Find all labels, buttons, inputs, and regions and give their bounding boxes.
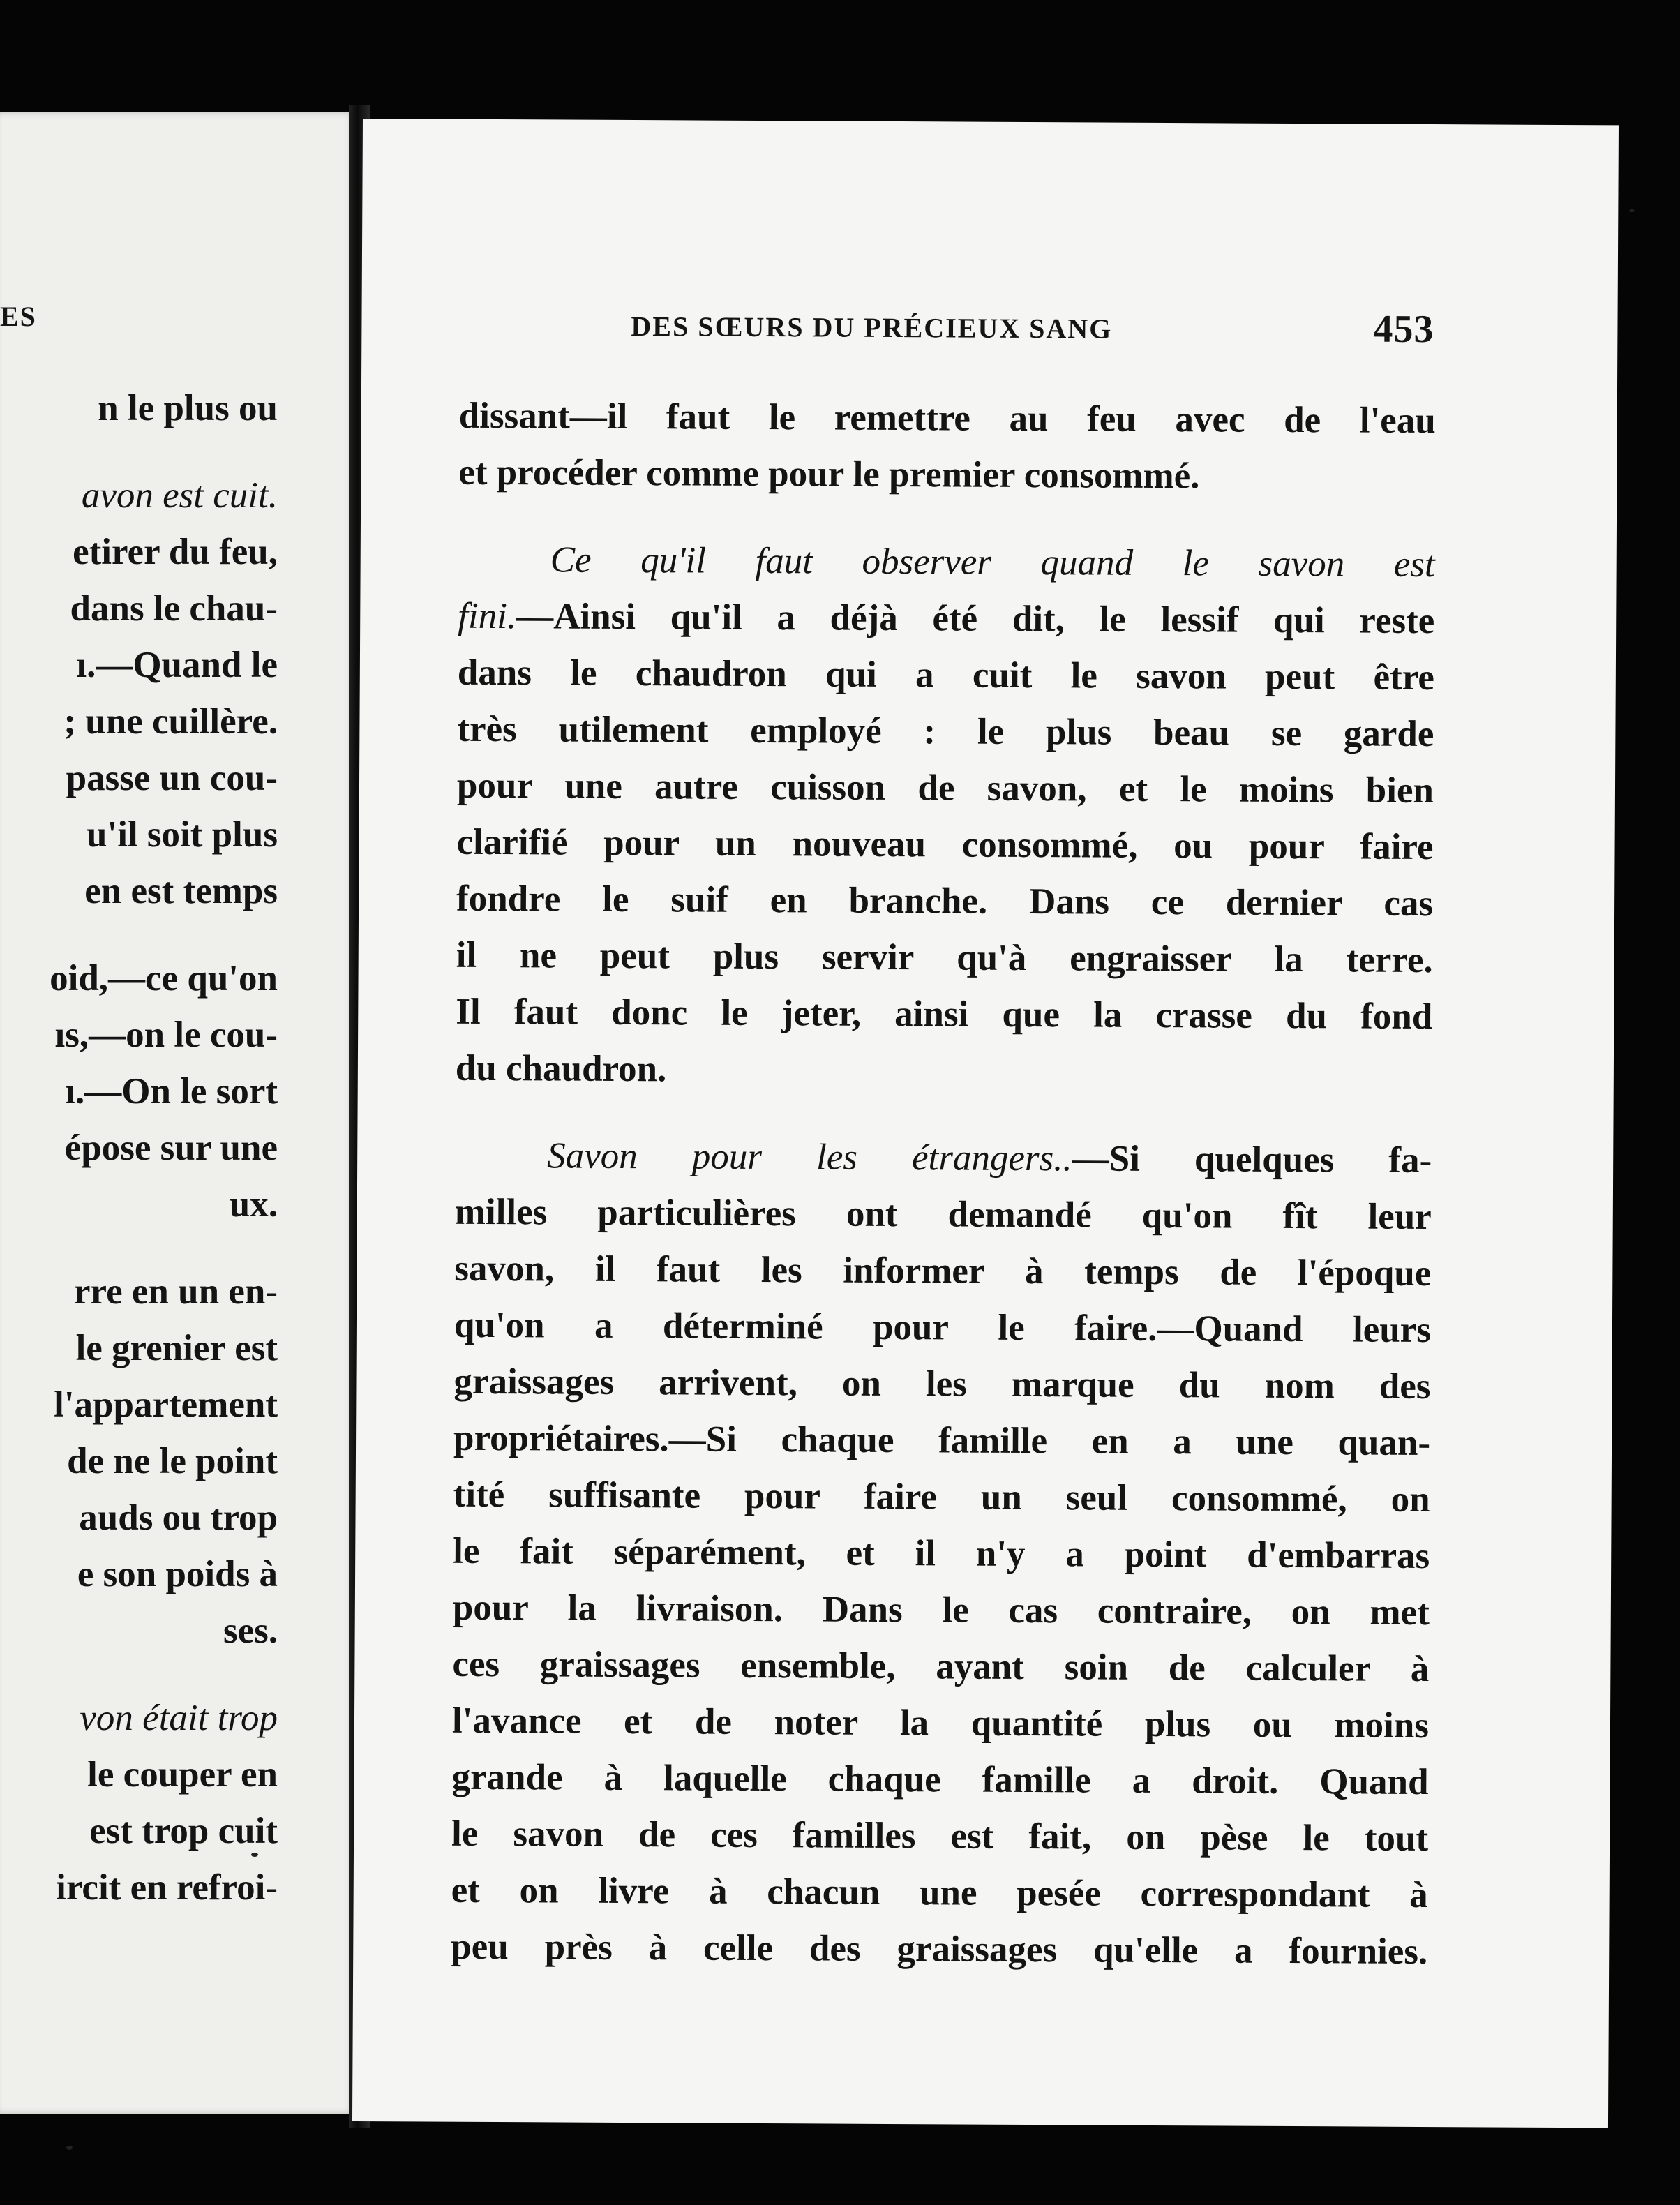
scan-speck xyxy=(251,1853,258,1857)
text-line: qu'on a déterminé pour le faire.—Quand leurs xyxy=(453,1304,1432,1351)
left-text-line: l'appartement xyxy=(54,1384,278,1425)
left-text-line: en est temps xyxy=(84,871,278,911)
paragraph-gap xyxy=(0,1233,278,1264)
left-text-line: ; une cuillère. xyxy=(63,701,278,742)
left-text-line: ircit en refroi- xyxy=(56,1867,278,1908)
left-text-line: rre en un en- xyxy=(74,1271,278,1312)
section-heading-italic-end: fini. xyxy=(458,595,517,637)
text-line: dans le chaudron qui a cuit le savon peut être xyxy=(457,652,1434,698)
left-text-line: e son poids à xyxy=(77,1554,278,1594)
section-heading-italic: Ce qu'il faut observer quand le savon est xyxy=(550,539,1435,585)
text-line: et on livre à chacun une pesée correspondant à xyxy=(451,1869,1428,1916)
left-text-line: dans le chau- xyxy=(70,588,278,629)
text-line: très utilement employé : le plus beau se garde xyxy=(457,708,1434,755)
left-text-line: le couper en xyxy=(87,1754,278,1795)
text-line: propriétaires.—Si chaque famille en a une quan- xyxy=(453,1417,1431,1464)
left-page xyxy=(0,112,356,2114)
left-text-line: ı.—On le sort xyxy=(65,1071,278,1112)
left-text-line: oid,—ce qu'on xyxy=(50,958,278,999)
left-text-line: etirer du feu, xyxy=(73,532,278,572)
text-line: ces graissages ensemble, ayant soin de calculer à xyxy=(452,1643,1430,1690)
text-line: le fait séparément, et il n'y a point d'embarras xyxy=(453,1530,1430,1577)
left-text-line: ux. xyxy=(229,1184,278,1225)
left-text-line: n le plus ou xyxy=(98,388,278,428)
left-text-line: von était trop xyxy=(80,1698,278,1738)
left-text-line: auds ou trop xyxy=(79,1497,278,1538)
text-line: clarifié pour un nouveau consommé, ou pour faire xyxy=(456,821,1434,868)
running-head: DES SŒURS DU PRÉCIEUX SANG xyxy=(631,311,1113,345)
section-heading-italic: Savon pour les étrangers.. xyxy=(547,1135,1072,1179)
left-text-line: épose sur une xyxy=(64,1128,278,1168)
left-text-line: le grenier est xyxy=(75,1328,278,1368)
text-line: pour une autre cuisson de savon, et le moins bien xyxy=(456,765,1434,812)
paragraph-gap xyxy=(0,920,278,950)
left-text-line: avon est cuit. xyxy=(81,475,278,516)
text-line: graissages arrivent, on les marque du nom des xyxy=(453,1361,1431,1407)
text-line: tité suffisante pour faire un seul consommé, on xyxy=(453,1474,1430,1520)
left-text-line: est trop cuit xyxy=(89,1811,278,1851)
text-line: grande à laquelle chaque famille a droit. Quand xyxy=(451,1756,1429,1803)
left-text-line: ıs,—on le cou- xyxy=(54,1015,278,1055)
left-text-line: ses. xyxy=(223,1610,278,1651)
text-line: pour la livraison. Dans le cas contraire, on met xyxy=(452,1587,1430,1634)
text-line: peu près à celle des graissages qu'elle a fournies. xyxy=(451,1926,1428,1973)
left-text-line: de ne le point xyxy=(67,1441,278,1481)
left-text-line: u'il soit plus xyxy=(87,814,278,855)
left-text-line: ı.—Quand le xyxy=(76,645,278,685)
text-line-rest: —Ainsi qu'il a déjà été dit, le lessif qui reste xyxy=(516,596,1435,642)
left-running-head-fragment: ES xyxy=(0,301,37,332)
text-line: fondre le suif en branche. Dans ce dernier cas xyxy=(456,878,1434,925)
paragraph-gap xyxy=(0,437,278,468)
text-line: du chaudron. xyxy=(455,1047,667,1090)
right-page-text xyxy=(451,388,1436,1980)
text-line: il ne peut plus servir qu'à engraisser la terre. xyxy=(456,934,1433,981)
left-text-line: passe un cou- xyxy=(66,758,278,798)
text-line: dissant—il faut le remettre au feu avec de l'eau xyxy=(458,395,1436,442)
text-line: milles particulières ont demandé qu'on fît leur xyxy=(454,1191,1432,1238)
text-line: Il faut donc le jeter, ainsi que la crasse du fond xyxy=(456,991,1433,1038)
text-line: et procéder comme pour le premier consommé. xyxy=(458,451,1200,497)
page-number: 453 xyxy=(1373,307,1434,352)
scan-speck xyxy=(66,2146,73,2150)
paragraph-gap xyxy=(0,1659,278,1690)
text-line: savon, il faut les informer à temps de l'époque xyxy=(454,1248,1432,1294)
right-page xyxy=(352,119,1619,2128)
scan-speck xyxy=(1629,209,1635,212)
left-page-text xyxy=(0,380,278,1916)
text-line: le savon de ces familles est fait, on pèse le tout xyxy=(451,1813,1429,1860)
text-line xyxy=(458,588,1434,650)
text-line xyxy=(455,1128,1432,1189)
text-line: l'avance et de noter la quantité plus ou moins xyxy=(451,1700,1430,1747)
text-line-rest: —Si quelques fa- xyxy=(1072,1138,1432,1181)
